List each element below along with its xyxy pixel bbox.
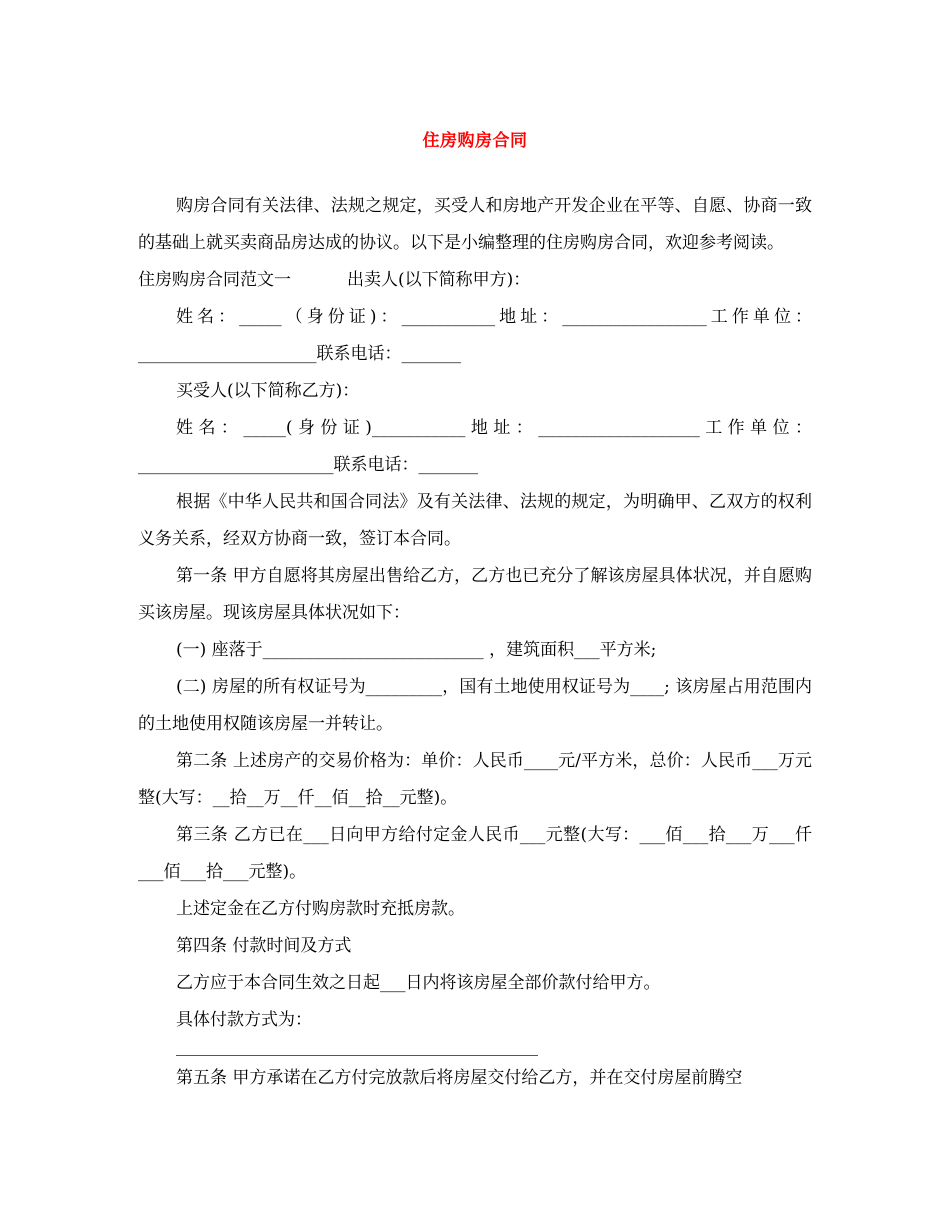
payment-method-label: 具体付款方式为： xyxy=(176,1010,312,1030)
article-1-paragraph: 第一条 甲方自愿将其房屋出售给乙方，乙方也已充分了解该房屋具体状况，并自愿购买该房屋。现该房屋具体状况如下： xyxy=(138,566,812,623)
sample-heading-line xyxy=(138,262,812,299)
article-2-paragraph: 第二条 上述房产的交易价格为：单价：人民币____元/平方米，总价：人民币___万元整(大写：__拾__万__仟__佰__拾__元整)。 xyxy=(138,751,812,808)
seller-info-paragraph: 姓名：_____（身份证)：___________地址：_________________工作单位：_____________________联系电话：_______ xyxy=(138,307,812,364)
article-1-item-1: (一) 座落于__________________________ ，建筑面积___平方米; xyxy=(176,640,657,660)
sample-label: 住房购房合同范文一 xyxy=(138,270,291,290)
buyer-label-paragraph: 买受人(以下简称乙方)： xyxy=(176,381,360,401)
deposit-note: 上述定金在乙方付购房款时充抵房款。 xyxy=(176,899,465,919)
buyer-info-paragraph: 姓名：_____(身份证)___________地址：___________________工作单位：_______________________联系电话：_______ xyxy=(138,418,812,475)
document-body xyxy=(138,188,812,1097)
payment-time-paragraph: 乙方应于本合同生效之日起___日内将该房屋全部价款付给甲方。 xyxy=(176,973,661,993)
seller-label: 出卖人(以下简称甲方)： xyxy=(347,270,531,290)
intro-paragraph: 购房合同有关法律、法规之规定，买受人和房地产开发企业在平等、自愿、协商一致的基础上就买卖商品房达成的协议。以下是小编整理的住房购房合同，欢迎参考阅读。 xyxy=(138,196,812,253)
article-5-paragraph: 第五条 甲方承诺在乙方付完放款后将房屋交付给乙方，并在交付房屋前腾空 xyxy=(176,1068,743,1088)
article-3-paragraph: 第三条 乙方已在___日向甲方给付定金人民币___元整(大写：___佰___拾___万___仟___佰___拾___元整)。 xyxy=(138,825,812,882)
article-4-heading: 第四条 付款时间及方式 xyxy=(176,936,352,956)
article-1-item-2: (二) 房屋的所有权证号为_________，国有土地使用权证号为____; 该房屋占用范围内的土地使用权随该房屋一并转让。 xyxy=(138,677,812,734)
basis-paragraph: 根据《中华人民共和国合同法》及有关法律、法规的规定，为明确甲、乙双方的权利义务关系，经双方协商一致，签订本合同。 xyxy=(138,492,812,549)
payment-method-blank-line xyxy=(176,1055,538,1056)
document-title: 住房购房合同 xyxy=(422,131,528,151)
